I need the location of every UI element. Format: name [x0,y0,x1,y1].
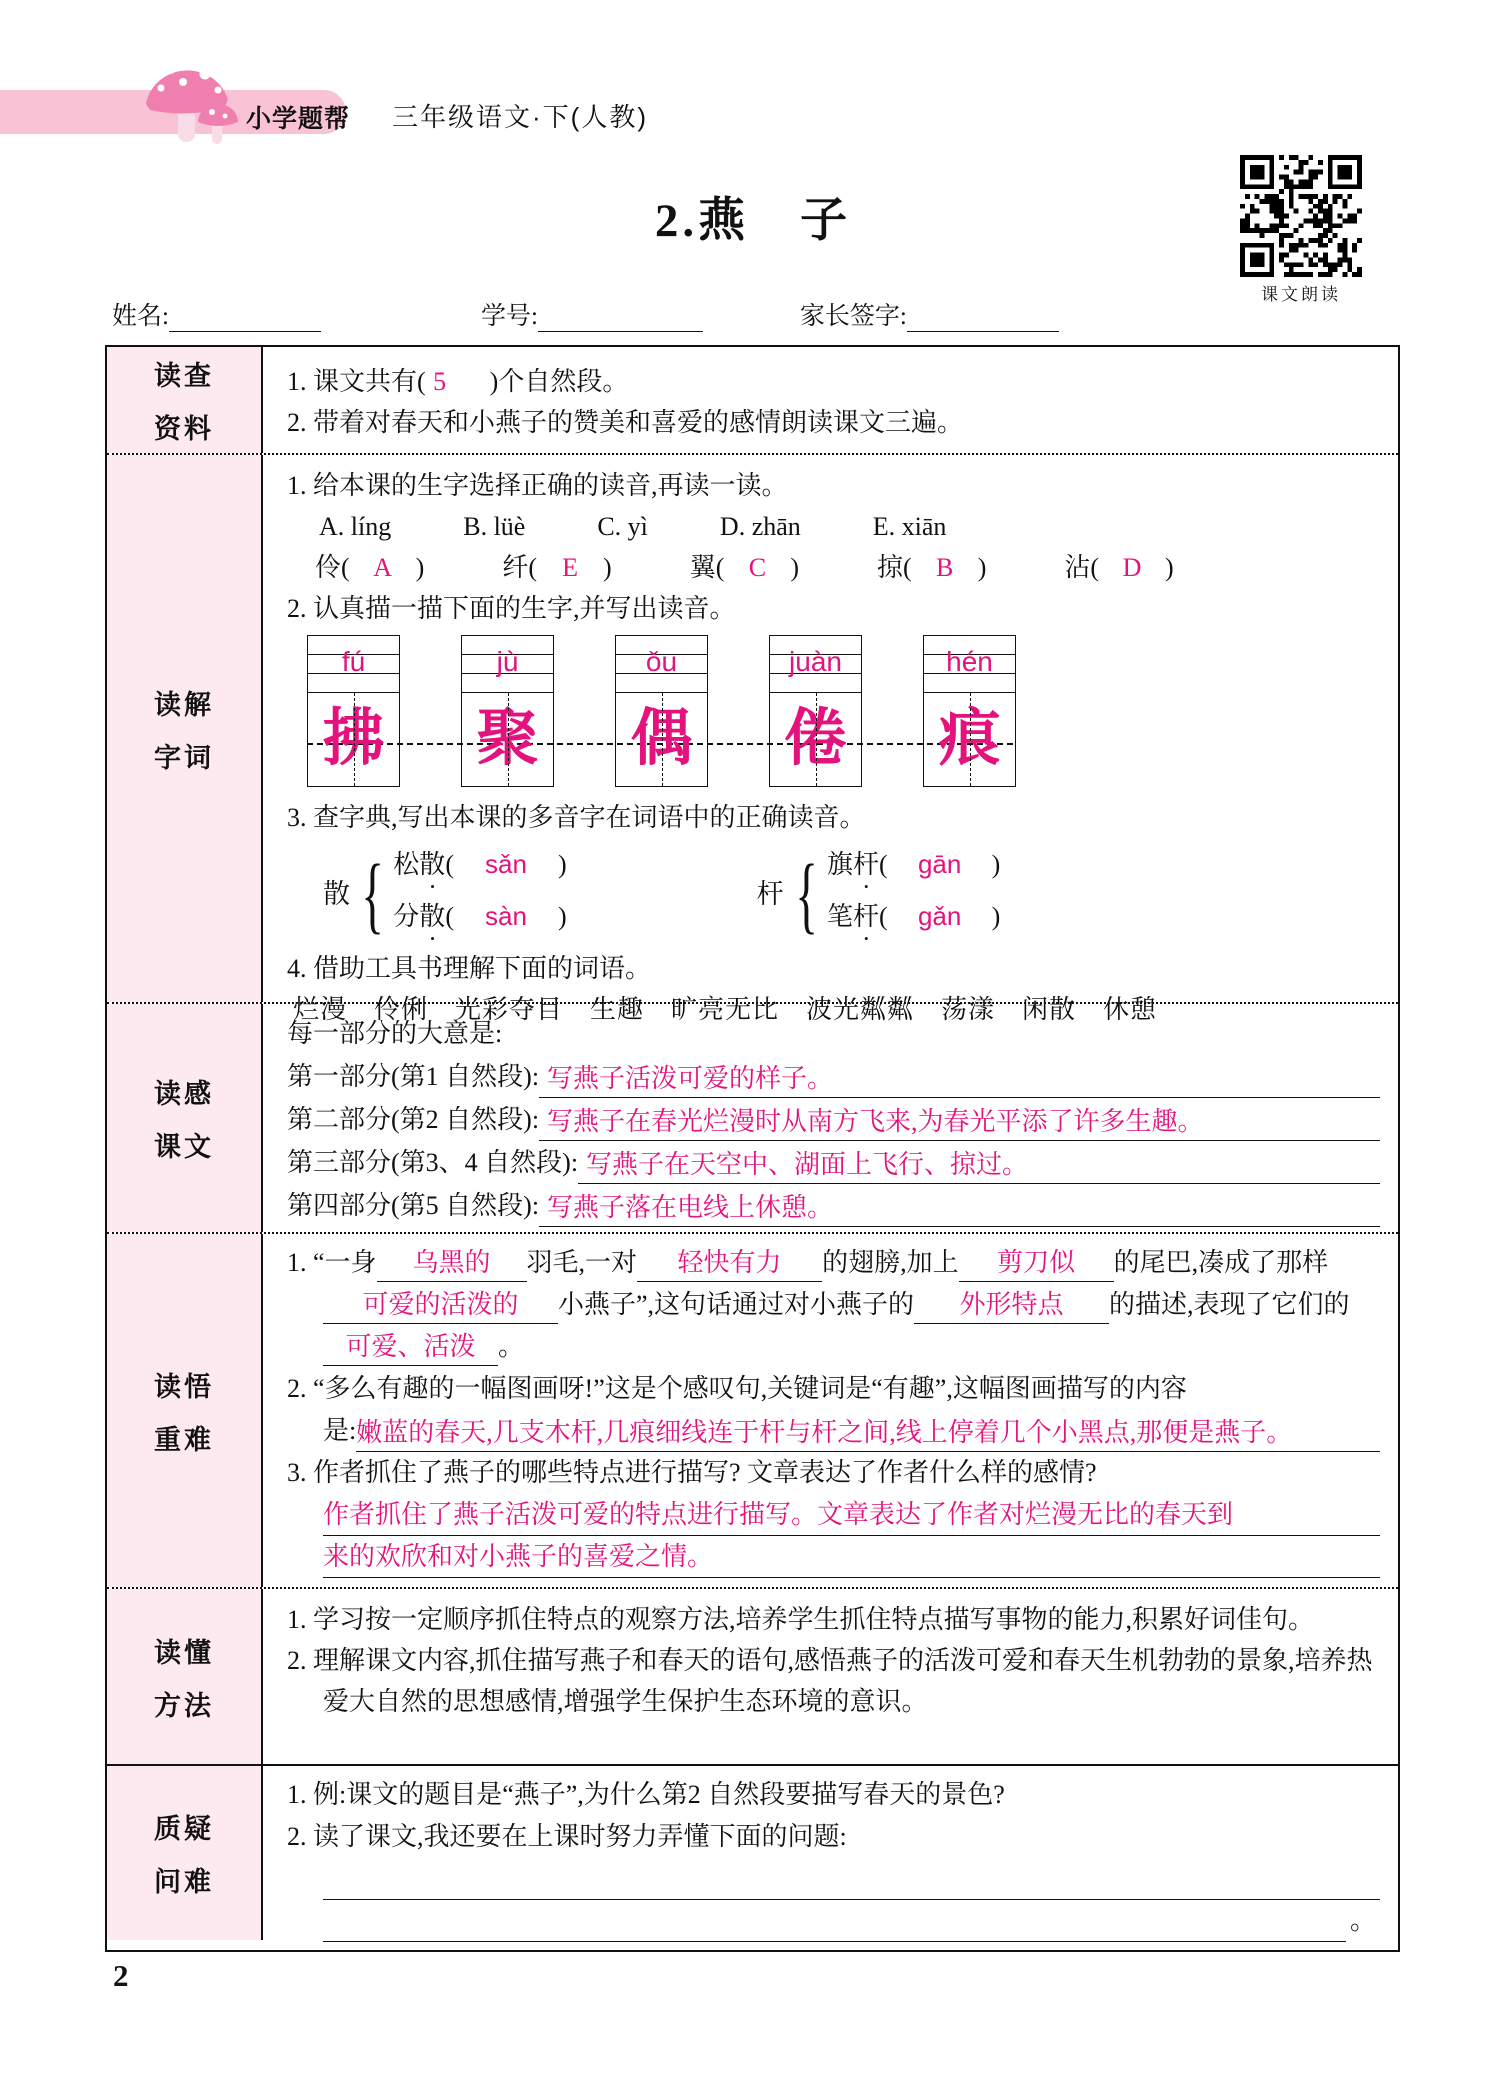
brand-title: 小学题帮 [246,105,351,133]
pair-zhan: 沾( D ) [1064,547,1173,588]
pair-yi-answer[interactable]: C [748,553,767,582]
polyphone-gan: 杆 { 旗杆( gān ) 笔杆( gǎn ) [757,842,1001,946]
s3-part2-answer[interactable]: 写燕子在春光烂漫时从南方飞来,为春光平添了许多生趣。 [539,1100,1380,1141]
pair-ling: 伶( A ) [315,547,424,588]
s4-item3-answer-line1[interactable]: 作者抓住了燕子活泼可爱的特点进行描写。文章表达了作者对烂漫无比的春天到 [323,1494,1380,1536]
student-id-input-blank[interactable] [538,302,703,332]
s2-word-list: 烂漫 伶俐 光彩夺目 生趣 旷亮无比 波光粼粼 荡漾 闲散 休憩 [293,995,1158,1024]
s6-blank-line2[interactable] [323,1900,1346,1942]
s4-blank-feather[interactable]: 乌黑的 [377,1245,527,1282]
s2-q1: 1. 给本课的生字选择正确的读音,再读一读。 [287,471,788,500]
s4-blank-wings[interactable]: 轻快有力 [637,1245,822,1282]
s1-item1: 1. 课文共有( 5 )个自然段。 [287,361,1380,402]
trace-box-fu[interactable]: fú 拂 [307,635,400,787]
option-e: E. xiān [872,512,947,541]
pair-lue: 掠( B ) [877,547,986,588]
polyphone-groups [323,842,1380,946]
pair-xian-answer[interactable]: E [562,553,578,582]
student-info-row [112,296,1402,332]
polyphone-san: 散 { 松散( sǎn ) 分散( sàn ) [323,842,567,946]
section-label-read-feel: 读感 课文 [107,1004,263,1232]
answer-fensan[interactable]: sàn [485,901,527,931]
lesson-title: 2.燕 子 [654,195,852,247]
s4-blank-tail[interactable]: 剪刀似 [959,1245,1114,1282]
s4-item3-question: 3. 作者抓住了燕子的哪些特点进行描写? 文章表达了作者什么样的感情? [287,1458,1097,1487]
section-read-words [107,453,1398,1024]
section-label-read-method: 读懂 方法 [107,1589,263,1764]
answer-bigan[interactable]: gǎn [917,901,962,931]
option-d: D. zhān [719,512,801,541]
qr-caption: 课文朗读 [1261,285,1341,304]
trace-box-ju[interactable]: jù 聚 [461,635,554,787]
option-c: C. yì [597,512,648,541]
s4-item2-answer[interactable]: 嫩蓝的春天,几支木杆,几痕细线连于杆与杆之间,线上停着几个小黑点,那便是燕子。 [356,1412,1380,1452]
option-b: B. lüè [463,512,526,541]
answer-songsan[interactable]: sǎn [485,849,527,879]
pair-zhan-answer[interactable]: D [1122,553,1142,582]
s4-item2-lead: 2. “多么有趣的一幅图画呀!”这是个感叹句,关键词是“有趣”,这幅图画描写的内容 [287,1374,1187,1403]
brace-icon: { [794,846,818,942]
pair-ling-answer[interactable]: A [373,553,393,582]
edition-subtitle: 三年级语文·下(人教) [392,102,648,132]
worksheet-table [105,345,1400,1952]
section-read-grasp [107,1232,1398,1587]
s2-q3: 3. 查字典,写出本课的多音字在词语中的正确读音。 [287,803,866,832]
s1-answer-paragraph-count[interactable]: 5 [433,367,447,396]
s6-item2: 2. 读了课文,我还要在上课时努力弄懂下面的问题: [287,1822,847,1851]
section-question [107,1764,1398,1940]
s1-item2: 2. 带着对春天和小燕子的赞美和喜爱的感情朗读课文三遍。 [287,408,964,437]
s2-q4: 4. 借助工具书理解下面的词语。 [287,954,652,983]
s4-item1: 1. “一身 乌黑的 羽毛,一对 轻快有力 的翅膀,加上 剪刀似 的尾巴,凑成了那样可爱的活泼的 小燕子”,这句话通过对小燕子的 外形特点 的描述,表现了它们的可爱、活泼 。 [287,1242,1380,1368]
student-id-label: 学号: [480,303,538,330]
section-read-check [107,347,1398,453]
pair-yi: 翼( C ) [690,547,799,588]
s6-blank-line2-row: 。 [323,1900,1380,1942]
s2-q2: 2. 认真描一描下面的生字,并写出读音。 [287,594,736,623]
section-label-read-grasp: 读悟 重难 [107,1234,263,1587]
section-read-method [107,1587,1398,1764]
parent-sign-input-blank[interactable] [907,302,1059,332]
answer-qigan[interactable]: gān [917,849,962,879]
brace-icon: { [361,846,384,942]
trace-box-juan[interactable]: juàn 倦 [769,635,862,787]
s3-part2: 第二部分(第2 自然段): 写燕子在春光烂漫时从南方飞来,为春光平添了许多生趣。 [287,1098,1380,1141]
mushroom-logo-icon [128,46,248,146]
pair-lue-answer[interactable]: B [936,553,954,582]
s3-part4: 第四部分(第5 自然段): 写燕子落在电线上休憩。 [287,1184,1380,1227]
s4-item2-answer-line: 是: 嫩蓝的春天,几支木杆,几痕细线连于杆与杆之间,线上停着几个小黑点,那便是燕子。 [287,1410,1380,1452]
section-label-read-check: 读查 资料 [107,347,263,453]
section-label-read-words: 读解 字词 [107,455,263,1002]
trace-box-ou[interactable]: ǒu 偶 [615,635,708,787]
trace-box-hen[interactable]: hén 痕 [923,635,1016,787]
s4-blank-trait[interactable]: 外形特点 [914,1287,1109,1324]
s2-answer-pairs [315,547,1380,588]
trace-boxes-row [287,635,1380,795]
s4-item3-answer-line2[interactable]: 来的欢欣和对小燕子的喜爱之情。 [323,1536,1380,1578]
s6-item1: 1. 例:课文的题目是“燕子”,为什么第2 自然段要描写春天的景色? [287,1780,1005,1809]
section-read-feel [107,1002,1398,1232]
s2-options [319,506,1380,547]
page-number: 2 [113,1958,129,1993]
s3-intro: 每一部分的大意是: [287,1019,503,1048]
parent-sign-label: 家长签字: [799,303,907,330]
name-input-blank[interactable] [169,302,321,332]
pair-xian: 纤( E ) [502,547,611,588]
s3-part3-answer[interactable]: 写燕子在天空中、湖面上飞行、掠过。 [578,1143,1380,1184]
s3-part1-answer[interactable]: 写燕子活泼可爱的样子。 [539,1057,1380,1098]
s4-blank-swallow[interactable]: 可爱的活泼的 [323,1287,558,1324]
s6-blank-line1[interactable] [323,1858,1380,1900]
s3-part3: 第三部分(第3、4 自然段): 写燕子在天空中、湖面上飞行、掠过。 [287,1141,1380,1184]
option-a: A. líng [319,512,392,541]
qr-code [1240,155,1362,277]
name-label: 姓名: [112,303,169,330]
section-label-question: 质疑 问难 [107,1766,263,1940]
s3-part4-answer[interactable]: 写燕子落在电线上休憩。 [539,1186,1380,1227]
s4-blank-lively[interactable]: 可爱、活泼 [323,1329,498,1366]
s5-item2: 2. 理解课文内容,抓住描写燕子和春天的语句,感悟燕子的活泼可爱和春天生机勃勃的景象,培养热爱大自然的思想感情,增强学生保护生态环境的意识。 [287,1646,1373,1716]
s5-item1: 1. 学习按一定顺序抓住特点的观察方法,培养学生抓住特点描写事物的能力,积累好词佳句。 [287,1605,1315,1634]
s3-part1: 第一部分(第1 自然段): 写燕子活泼可爱的样子。 [287,1055,1380,1098]
